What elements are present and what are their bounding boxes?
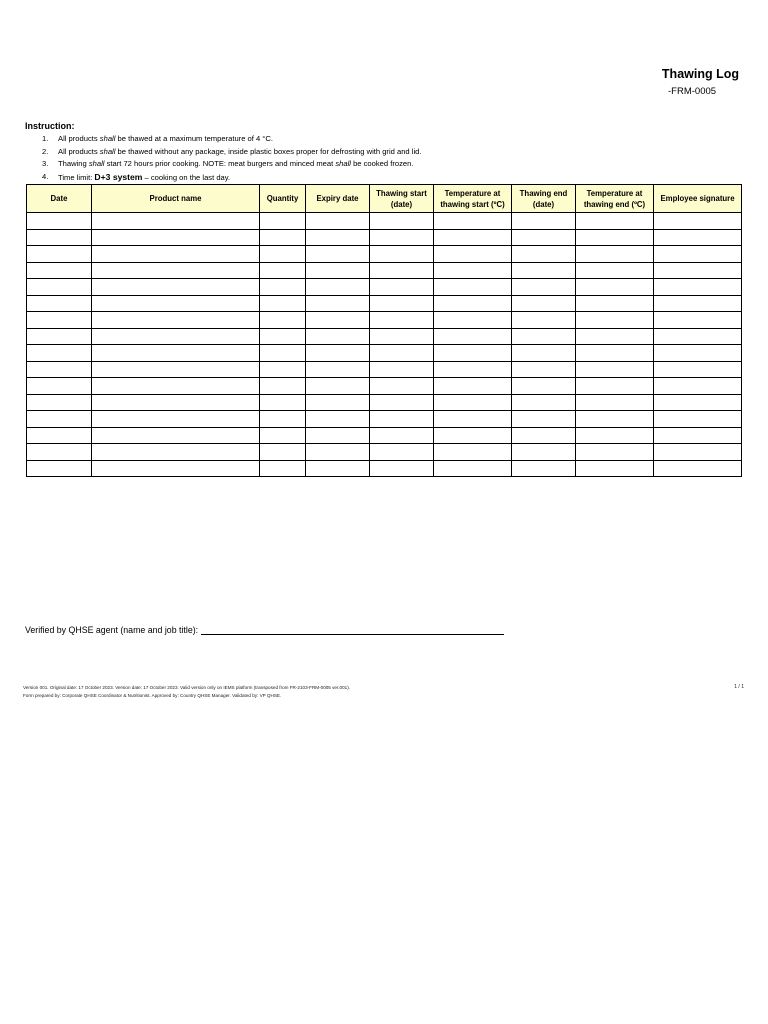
table-cell[interactable]: [306, 361, 370, 378]
table-cell[interactable]: [260, 394, 306, 411]
table-cell[interactable]: [27, 361, 92, 378]
instruction-item: [42, 158, 421, 171]
table-cell[interactable]: [92, 411, 260, 428]
table-cell[interactable]: [306, 279, 370, 296]
table-cell[interactable]: [434, 378, 512, 395]
table-header-row: [27, 185, 742, 213]
table-cell[interactable]: [512, 213, 576, 230]
column-header-temp-end: Temperature at thawing end (ºC): [576, 185, 654, 213]
table-cell[interactable]: [260, 229, 306, 246]
table-cell[interactable]: [434, 295, 512, 312]
table-cell[interactable]: [654, 444, 742, 461]
table-cell[interactable]: [260, 444, 306, 461]
table-cell[interactable]: [654, 411, 742, 428]
table-cell[interactable]: [370, 394, 434, 411]
table-cell[interactable]: [370, 378, 434, 395]
table-cell[interactable]: [370, 295, 434, 312]
table-cell[interactable]: [576, 328, 654, 345]
table-cell[interactable]: [92, 361, 260, 378]
table-row: [27, 279, 742, 296]
table-cell[interactable]: [654, 460, 742, 477]
table-cell[interactable]: [576, 378, 654, 395]
table-cell[interactable]: [512, 460, 576, 477]
table-cell[interactable]: [512, 345, 576, 362]
table-cell[interactable]: [306, 378, 370, 395]
table-row: [27, 262, 742, 279]
column-header-thawing-end: Thawing end (date): [512, 185, 576, 213]
table-cell[interactable]: [306, 328, 370, 345]
table-cell[interactable]: [370, 411, 434, 428]
table-cell[interactable]: [306, 460, 370, 477]
table-cell[interactable]: [576, 361, 654, 378]
instruction-item: [42, 171, 421, 185]
table-cell[interactable]: [27, 411, 92, 428]
table-cell[interactable]: [27, 312, 92, 329]
instruction-number: 3.: [42, 159, 49, 168]
column-header-date: Date: [27, 185, 92, 213]
table-cell[interactable]: [92, 312, 260, 329]
instruction-text: All products shall be thawed at a maximum temperature of 4 °C.: [58, 134, 273, 143]
table-row: [27, 213, 742, 230]
table-cell[interactable]: [512, 361, 576, 378]
table-cell[interactable]: [576, 295, 654, 312]
table-cell[interactable]: [512, 394, 576, 411]
instruction-text: Thawing shall start 72 hours prior cooking. NOTE: meat burgers and minced meat shall be cooked frozen.: [58, 159, 414, 168]
table-cell[interactable]: [576, 213, 654, 230]
table-cell[interactable]: [260, 361, 306, 378]
table-cell[interactable]: [260, 279, 306, 296]
table-cell[interactable]: [306, 444, 370, 461]
table-body: [27, 213, 742, 477]
table-cell[interactable]: [434, 361, 512, 378]
footer-version-line: Version 001. Original date: 17 October 2023. Version date: 17 October 2023. Valid version only on IEMS platform (transposed from FR-2103-FRM-0005 ver.001).: [23, 685, 351, 690]
table-cell[interactable]: [654, 427, 742, 444]
table-cell[interactable]: [512, 411, 576, 428]
table-cell[interactable]: [306, 394, 370, 411]
table-cell[interactable]: [92, 295, 260, 312]
column-header-thawing-start: Thawing start (date): [370, 185, 434, 213]
column-header-temp-start: Temperature at thawing start (ºC): [434, 185, 512, 213]
instruction-number: 4.: [42, 171, 49, 181]
table-row: [27, 246, 742, 263]
verification-signature-line[interactable]: [201, 623, 504, 635]
table-cell[interactable]: [654, 361, 742, 378]
thawing-log-table: [26, 184, 742, 477]
table-cell[interactable]: [434, 246, 512, 263]
instruction-number: 1.: [42, 134, 49, 143]
table-cell[interactable]: [434, 262, 512, 279]
table-cell[interactable]: [27, 213, 92, 230]
instruction-text: All products shall be thawed without any package, inside plastic boxes proper for defrosting with grid and lid.: [58, 146, 422, 156]
table-cell[interactable]: [370, 427, 434, 444]
table-cell[interactable]: [654, 213, 742, 230]
table-cell[interactable]: [654, 295, 742, 312]
footer-approval-line: Form prepared by: Corporate QHSE Coordinator & Nutritionist. Approved by: Country QHSE Manager. Validated by: VP QHSE.: [23, 693, 282, 698]
instruction-item: [42, 133, 421, 146]
table-cell[interactable]: [92, 394, 260, 411]
table-cell[interactable]: [434, 229, 512, 246]
table-cell[interactable]: [260, 378, 306, 395]
table-cell[interactable]: [92, 427, 260, 444]
table-cell[interactable]: [27, 345, 92, 362]
table-cell[interactable]: [92, 246, 260, 263]
table-cell[interactable]: [512, 229, 576, 246]
table-row: [27, 427, 742, 444]
table-cell[interactable]: [27, 444, 92, 461]
table-row: [27, 295, 742, 312]
instruction-text: Time limit: D+3 system – cooking on the last day.: [58, 171, 231, 182]
table-cell[interactable]: [306, 295, 370, 312]
table-cell[interactable]: [92, 460, 260, 477]
table-cell[interactable]: [512, 246, 576, 263]
instruction-list: [42, 133, 421, 184]
table-cell[interactable]: [260, 213, 306, 230]
table-cell[interactable]: [576, 345, 654, 362]
table-cell[interactable]: [306, 427, 370, 444]
table-cell[interactable]: [306, 262, 370, 279]
instruction-number: 2.: [42, 146, 49, 156]
table-cell[interactable]: [370, 312, 434, 329]
table-cell[interactable]: [576, 279, 654, 296]
table-cell[interactable]: [260, 460, 306, 477]
table-cell[interactable]: [576, 394, 654, 411]
table-cell[interactable]: [306, 229, 370, 246]
table-cell[interactable]: [576, 312, 654, 329]
column-header-employee-signature: Employee signature: [654, 185, 742, 213]
table-cell[interactable]: [92, 262, 260, 279]
table-cell[interactable]: [27, 295, 92, 312]
table-cell[interactable]: [92, 444, 260, 461]
table-cell[interactable]: [370, 361, 434, 378]
table-cell[interactable]: [370, 213, 434, 230]
table-cell[interactable]: [434, 279, 512, 296]
table-cell[interactable]: [306, 345, 370, 362]
table-cell[interactable]: [654, 345, 742, 362]
table-cell[interactable]: [654, 229, 742, 246]
table-cell[interactable]: [576, 262, 654, 279]
table-cell[interactable]: [92, 345, 260, 362]
table-cell[interactable]: [370, 246, 434, 263]
table-row: [27, 378, 742, 395]
table-cell[interactable]: [576, 427, 654, 444]
table-cell[interactable]: [434, 394, 512, 411]
table-cell[interactable]: [27, 427, 92, 444]
table-cell[interactable]: [370, 229, 434, 246]
table-cell[interactable]: [434, 411, 512, 428]
table-cell[interactable]: [370, 460, 434, 477]
table-cell[interactable]: [434, 444, 512, 461]
table-cell[interactable]: [576, 444, 654, 461]
table-cell[interactable]: [27, 394, 92, 411]
table-cell[interactable]: [512, 427, 576, 444]
table-cell[interactable]: [434, 213, 512, 230]
table-cell[interactable]: [306, 411, 370, 428]
table-cell[interactable]: [434, 312, 512, 329]
table-row: [27, 229, 742, 246]
table-cell[interactable]: [370, 279, 434, 296]
table-row: [27, 345, 742, 362]
table-cell[interactable]: [260, 312, 306, 329]
table-cell[interactable]: [654, 328, 742, 345]
table-cell[interactable]: [92, 213, 260, 230]
page-number: 1 / 1: [734, 684, 744, 690]
table-cell[interactable]: [654, 378, 742, 395]
table-cell[interactable]: [512, 262, 576, 279]
table-cell[interactable]: [260, 345, 306, 362]
column-header-expiry-date: Expiry date: [306, 185, 370, 213]
table-cell[interactable]: [370, 345, 434, 362]
document-title: Thawing Log: [661, 67, 739, 81]
table-cell[interactable]: [27, 279, 92, 296]
table-row: [27, 444, 742, 461]
table-cell[interactable]: [370, 444, 434, 461]
table-cell[interactable]: [27, 262, 92, 279]
table-cell[interactable]: [260, 262, 306, 279]
table-cell[interactable]: [92, 378, 260, 395]
table-cell[interactable]: [92, 328, 260, 345]
table-cell[interactable]: [654, 394, 742, 411]
table-cell[interactable]: [260, 427, 306, 444]
table-cell[interactable]: [576, 411, 654, 428]
verification-field: [25, 623, 504, 635]
table-cell[interactable]: [260, 328, 306, 345]
table-row: [27, 394, 742, 411]
table-row: [27, 328, 742, 345]
table-cell[interactable]: [260, 295, 306, 312]
instruction-item: [42, 146, 421, 159]
instruction-heading: Instruction:: [25, 121, 75, 131]
table-cell[interactable]: [27, 378, 92, 395]
table-cell[interactable]: [512, 328, 576, 345]
table-cell[interactable]: [654, 279, 742, 296]
table-cell[interactable]: [260, 411, 306, 428]
table-row: [27, 361, 742, 378]
table-cell[interactable]: [654, 262, 742, 279]
table-cell[interactable]: [92, 229, 260, 246]
table-cell[interactable]: [434, 427, 512, 444]
table-cell[interactable]: [576, 229, 654, 246]
column-header-product-name: Product name: [92, 185, 260, 213]
table-cell[interactable]: [576, 246, 654, 263]
table-cell[interactable]: [512, 312, 576, 329]
table-cell[interactable]: [434, 328, 512, 345]
table-cell[interactable]: [260, 246, 306, 263]
column-header-quantity: Quantity: [260, 185, 306, 213]
table-cell[interactable]: [512, 444, 576, 461]
table-cell[interactable]: [512, 279, 576, 296]
table-cell[interactable]: [27, 460, 92, 477]
table-cell[interactable]: [370, 262, 434, 279]
table-cell[interactable]: [370, 328, 434, 345]
table-row: [27, 411, 742, 428]
table-cell[interactable]: [306, 312, 370, 329]
verification-label: Verified by QHSE agent (name and job title):: [25, 625, 199, 635]
table-cell[interactable]: [654, 312, 742, 329]
table-cell[interactable]: [92, 279, 260, 296]
table-cell[interactable]: [654, 246, 742, 263]
table-cell[interactable]: [576, 460, 654, 477]
document-footer: [23, 684, 350, 700]
table-cell[interactable]: [27, 246, 92, 263]
table-cell[interactable]: [434, 460, 512, 477]
table-row: [27, 312, 742, 329]
table-cell[interactable]: [306, 213, 370, 230]
table-cell[interactable]: [306, 246, 370, 263]
table-row: [27, 460, 742, 477]
table-cell[interactable]: [27, 229, 92, 246]
document-code: -FRM-0005: [668, 86, 717, 97]
table-cell[interactable]: [512, 378, 576, 395]
table-cell[interactable]: [434, 345, 512, 362]
table-cell[interactable]: [512, 295, 576, 312]
table-cell[interactable]: [27, 328, 92, 345]
